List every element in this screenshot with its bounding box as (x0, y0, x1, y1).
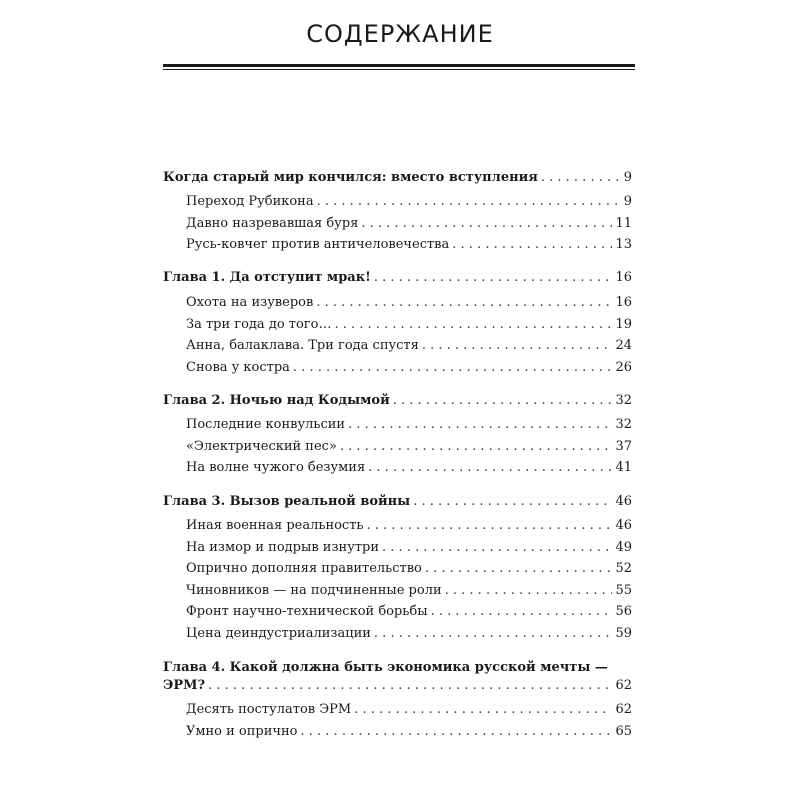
toc-entry-label: Умно и опрично (186, 724, 298, 739)
toc-entry-label: Охота на изуверов (186, 295, 314, 310)
dot-leader (354, 702, 612, 718)
toc-page-number: 59 (615, 626, 632, 641)
toc-entry-label: Цена деиндустриализации (186, 626, 371, 641)
toc-entry-label: За три года до того… (186, 317, 332, 332)
toc-entry-label: ЭРМ? (163, 678, 206, 693)
dot-leader (316, 295, 612, 311)
dot-leader (541, 170, 621, 186)
dot-leader (422, 338, 613, 354)
toc-page-number: 52 (615, 561, 632, 576)
toc-page-number: 19 (615, 317, 632, 332)
toc-entry-label: Глава 3. Вызов реальной войны (163, 494, 411, 509)
toc-section[interactable] (186, 216, 632, 232)
toc-section[interactable] (186, 518, 632, 534)
dot-leader (208, 678, 612, 694)
toc-section[interactable] (186, 540, 632, 556)
toc-entry-label: На измор и подрыв изнутри (186, 540, 380, 555)
toc-page-number: 13 (615, 237, 632, 252)
toc-section[interactable] (186, 194, 632, 210)
toc-entry-label: Когда старый мир кончился: вместо вступления (163, 170, 538, 185)
dot-leader (431, 604, 613, 620)
toc-page-number: 62 (615, 702, 632, 717)
toc-section[interactable] (186, 724, 632, 740)
toc-page-number: 32 (615, 393, 632, 408)
toc-page-number: 16 (615, 270, 632, 285)
dot-leader (452, 237, 612, 253)
toc-section[interactable] (186, 237, 632, 253)
dot-leader (374, 270, 613, 286)
toc-entry-label: На волне чужого безумия (186, 460, 366, 475)
toc-page-number: 41 (615, 460, 632, 475)
toc-chapter-3[interactable] (163, 494, 632, 510)
toc-chapter-4[interactable] (163, 678, 632, 694)
dot-leader (374, 626, 613, 642)
dot-leader (340, 439, 613, 455)
toc-entry-label: Иная военная реальность (186, 518, 364, 533)
toc-page-number: 46 (615, 518, 632, 533)
toc-page-number: 26 (615, 360, 632, 375)
toc-section[interactable] (186, 417, 632, 433)
toc-page-number: 11 (615, 216, 632, 231)
toc-section[interactable] (186, 295, 632, 311)
toc-page-number: 56 (615, 604, 632, 619)
page-title: СОДЕРЖАНИЕ (306, 20, 494, 48)
dot-leader (425, 561, 613, 577)
toc-page-number: 9 (623, 170, 632, 185)
toc-chapter-2[interactable] (163, 393, 632, 409)
toc-page-number: 37 (615, 439, 632, 454)
toc-chapter-4-title-line1[interactable]: Глава 4. Какой должна быть экономика русской мечты — (163, 660, 608, 675)
dot-leader (366, 518, 612, 534)
toc-page-number: 32 (615, 417, 632, 432)
toc-entry-label: Последние конвульсии (186, 417, 346, 432)
toc-chapter-intro[interactable] (163, 170, 632, 186)
dot-leader (361, 216, 612, 232)
toc-page-number: 49 (615, 540, 632, 555)
toc-chapter-1[interactable] (163, 270, 632, 286)
toc-page-number: 55 (615, 583, 632, 598)
toc-section[interactable] (186, 460, 632, 476)
toc-page-number: 24 (615, 338, 632, 353)
dot-leader (301, 724, 613, 740)
toc-section[interactable] (186, 561, 632, 577)
toc-entry-label: Анна, балаклава. Три года спустя (186, 338, 419, 353)
dot-leader (445, 583, 613, 599)
toc-section[interactable] (186, 626, 632, 642)
toc-entry-label: Глава 1. Да отступит мрак! (163, 270, 371, 285)
toc-entry-label: «Электрический пес» (186, 439, 337, 454)
dot-leader (413, 494, 612, 510)
toc-section[interactable] (186, 338, 632, 354)
dot-leader (382, 540, 612, 556)
dot-leader (317, 194, 621, 210)
toc-section[interactable] (186, 317, 632, 333)
toc-section[interactable] (186, 583, 632, 599)
toc-section[interactable] (186, 604, 632, 620)
toc-entry-label: Давно назревавшая буря (186, 216, 359, 231)
toc-section[interactable] (186, 439, 632, 455)
dot-leader (393, 393, 613, 409)
dot-leader (334, 317, 612, 333)
toc-page-number: 46 (615, 494, 632, 509)
dot-leader (348, 417, 612, 433)
toc-entry-label: Десять постулатов ЭРМ (186, 702, 352, 717)
toc-entry-label: Фронт научно-технической борьбы (186, 604, 428, 619)
toc-entry-label: Глава 2. Ночью над Кодымой (163, 393, 390, 408)
toc-section[interactable] (186, 360, 632, 376)
toc-entry-label: Чиновников — на подчиненные роли (186, 583, 442, 598)
toc-entry-label: Русь-ковчег против античеловечества (186, 237, 450, 252)
toc-entry-label: Опрично дополняя правительство (186, 561, 422, 576)
toc-page-number: 62 (615, 678, 632, 693)
toc-page-number: 16 (615, 295, 632, 310)
dot-leader (368, 460, 612, 476)
toc-entry-label: Переход Рубикона (186, 194, 314, 209)
toc-page-number: 9 (623, 194, 632, 209)
toc-entry-label: Снова у костра (186, 360, 290, 375)
toc-section[interactable] (186, 702, 632, 718)
dot-leader (293, 360, 613, 376)
toc-page-number: 65 (615, 724, 632, 739)
